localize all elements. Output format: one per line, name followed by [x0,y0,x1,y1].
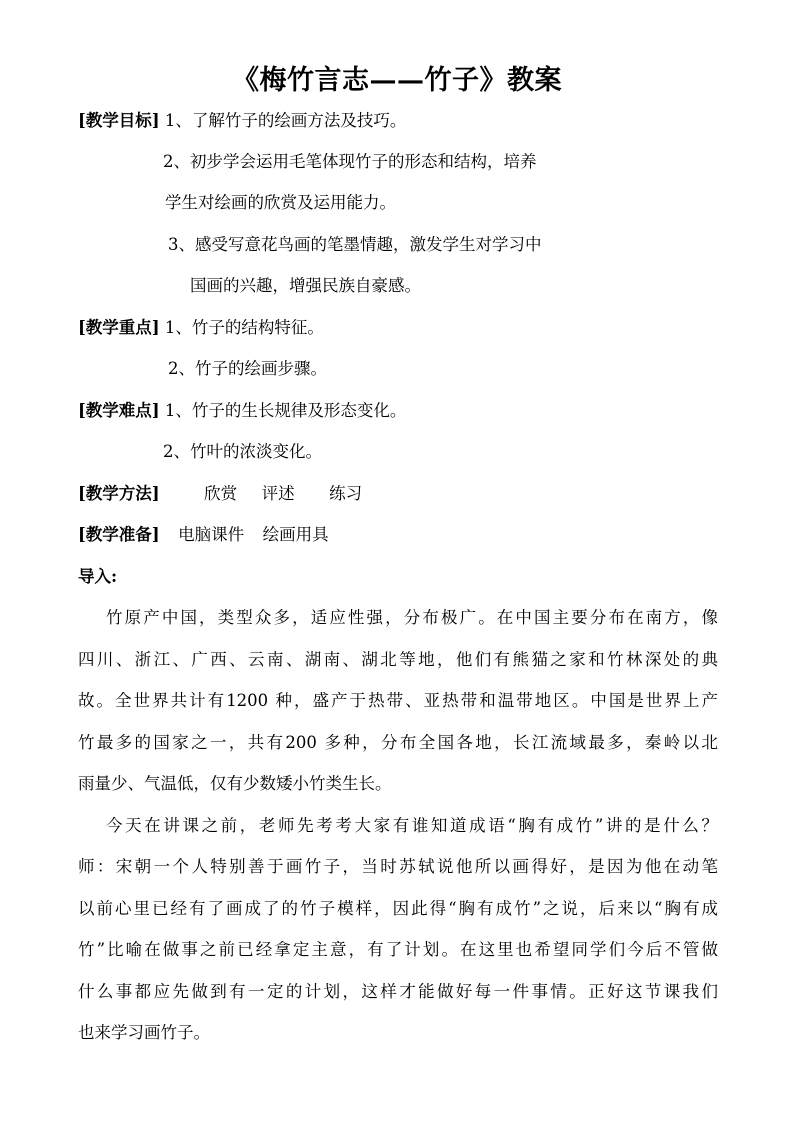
difficulties-label: [教学难点] [78,401,160,420]
key-point-item: 1、竹子的结构特征。 [164,318,324,337]
intro-heading: 导入: [78,567,118,586]
preparation-label: [教学准备] [78,525,160,544]
objectives-row-1 [78,110,406,132]
method-item: 评述 [261,484,295,503]
key-point-item: 2、竹子的绘画步骤。 [168,359,327,378]
paragraph-line: 也来学习画竹子。 [78,1023,210,1042]
objective-item: 3、感受写意花鸟画的笔墨情趣，激发学生对学习中 [168,235,542,254]
document-title: 《梅竹言志——竹子》教案 [232,65,562,96]
paragraph-line: 竹最多的国家之一，共有200 多种，分布全国各地，长江流域最多，秦岭以北 [78,733,718,752]
paragraph-line: 故。全世界共计有1200 种，盛产于热带、亚热带和温带地区。中国是世界上产 [78,691,718,710]
paragraph-line: 什么事都应先做到有一定的计划，这样才能做好每一件事情。正好这节课我们 [78,982,718,1001]
paragraph-line: 竹”比喻在做事之前已经拿定主意，有了计划。在这里也希望同学们今后不管做 [78,940,718,959]
paragraph-line: 师：宋朝一个人特别善于画竹子，当时苏轼说他所以画得好，是因为他在动笔 [78,857,718,876]
difficulties-row-1 [78,400,406,422]
objectives-label: [教学目标] [78,111,160,130]
objective-item: 国画的兴趣，增强民族自豪感。 [190,276,421,295]
paragraph-line: 以前心里已经有了画成了的竹子模样，因此得“胸有成竹”之说，后来以“胸有成 [78,899,718,918]
methods-row [78,483,362,505]
objective-item: 1、了解竹子的绘画方法及技巧。 [164,111,407,130]
difficulty-item: 1、竹子的生长规律及形态变化。 [164,401,407,420]
method-item: 欣赏 [204,484,238,503]
paragraph-line: 雨量少、气温低，仅有少数矮小竹类生长。 [78,774,392,793]
objective-item: 学生对绘画的欣赏及运用能力。 [165,193,396,212]
objective-item: 2、初步学会运用毛笔体现竹子的形态和结构，培养 [163,152,537,171]
methods-label: [教学方法] [78,484,160,503]
paragraph-line: 竹原产中国，类型众多，适应性强，分布极广。在中国主要分布在南方，像 [106,608,718,627]
preparation-row [78,524,329,546]
key-points-row-1 [78,317,324,339]
preparation-item: 电脑课件 [178,525,245,544]
preparation-item: 绘画用具 [262,525,329,544]
method-item: 练习 [329,484,363,503]
key-points-label: [教学重点] [78,318,160,337]
paragraph-line: 今天在讲课之前，老师先考考大家有谁知道成语“胸有成竹”讲的是什么？ [106,816,718,835]
paragraph-line: 四川、浙江、广西、云南、湖南、湖北等地，他们有熊猫之家和竹林深处的典 [78,650,718,669]
difficulty-item: 2、竹叶的浓淡变化。 [163,442,322,461]
